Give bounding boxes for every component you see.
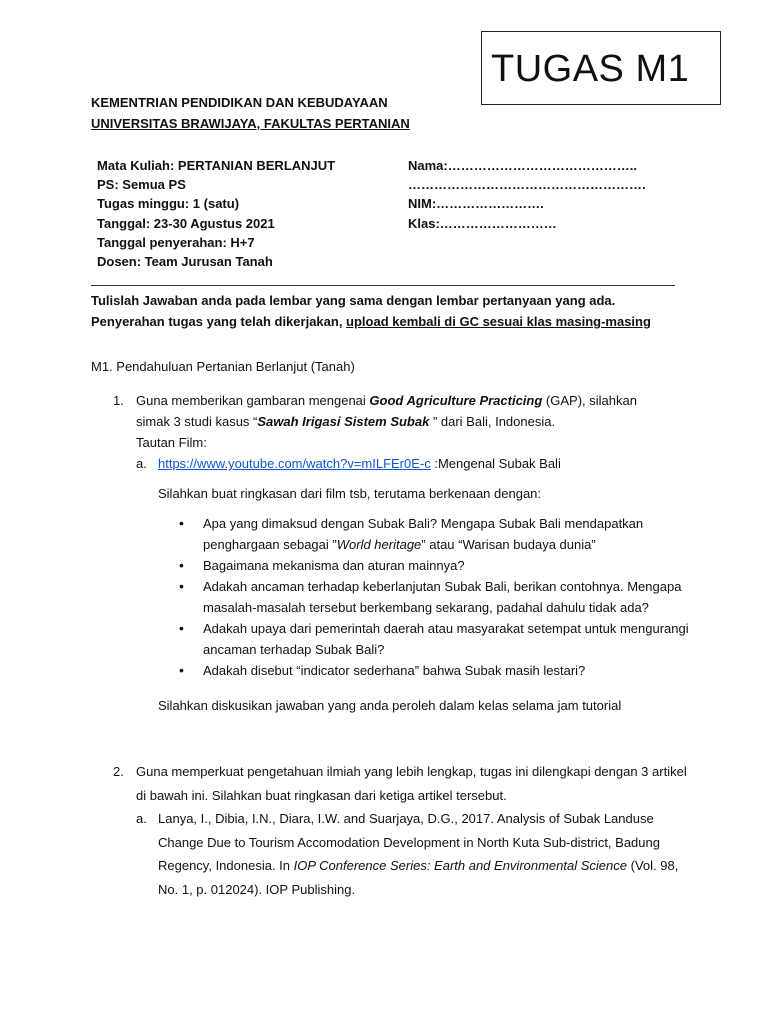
bullet-text: ” atau “Warisan budaya dunia” bbox=[421, 537, 596, 552]
item-label: a. bbox=[136, 456, 147, 471]
reference-details: (Vol. 98, No. 1, p. 012024). IOP Publishing. bbox=[158, 858, 679, 897]
q1-text-part: ” dari Bali, Indonesia. bbox=[432, 414, 556, 429]
list-item: • Adakah disebut “indicator sederhana” bahwa Subak masih lestari? bbox=[203, 660, 693, 681]
course-info-line: Tugas minggu: 1 (satu) bbox=[97, 196, 240, 212]
question-1-text bbox=[136, 390, 693, 432]
list-item: • Adakah upaya dari pemerintah daerah atau masyarakat setempat untuk mengurangi ancaman terhadap Subak Bali? bbox=[203, 618, 693, 660]
term-subak: Sawah Irigasi Sistem Subak bbox=[257, 414, 433, 429]
item-label: a. bbox=[136, 811, 147, 826]
reference-journal: IOP Conference Series: Earth and Environmental Science bbox=[293, 858, 627, 873]
youtube-link[interactable]: https://www.youtube.com/watch?v=mILFEr0E-c bbox=[158, 456, 431, 471]
section-title: M1. Pendahuluan Pertanian Berlanjut (Tanah) bbox=[91, 359, 355, 374]
reference-authors: Lanya, I., Dibia, I.N., Diara, I.W. and Suarjaya, D.G., 2017. Analysis of Subak Landuse Change Due to Tourism Accomodation Development in North Kuta Sub-district, Badung Regency, Indonesia. In bbox=[158, 811, 660, 873]
list-item: • Adakah ancaman terhadap keberlanjutan Subak Bali, berikan contohnya. Mengapa masalah-masalah tersebut berkembang sekarang, padahal dahulu tidak ada? bbox=[203, 576, 693, 618]
notice-line-2-prefix: Penyerahan tugas yang telah dikerjakan, bbox=[91, 314, 347, 329]
film-item bbox=[136, 453, 693, 474]
notice-upload-instruction: upload kembali di GC sesuai klas masing-masing bbox=[346, 314, 651, 329]
question-2-body bbox=[136, 760, 693, 901]
summary-intro: Silahkan buat ringkasan dari film tsb, terutama berkenaan dengan: bbox=[158, 486, 542, 501]
student-fields bbox=[408, 156, 646, 233]
question-2-text: Guna memperkuat pengetahuan ilmiah yang lebih lengkap, tugas ini dilengkapi dengan 3 artikel di bawah ini. Silahkan buat ringkasan dari ketiga artikel tersebut. bbox=[136, 764, 687, 803]
list-item: • Bagaimana mekanisma dan aturan mainnya? bbox=[203, 555, 693, 576]
course-info-line: PS: Semua PS bbox=[97, 177, 186, 193]
assignment-title-box bbox=[481, 31, 721, 105]
notice-line-2 bbox=[91, 311, 651, 332]
student-name-field-cont: ………………………………………………. bbox=[408, 177, 646, 193]
header-divider bbox=[91, 285, 675, 286]
student-class-field: Klas:……………………… bbox=[408, 215, 557, 231]
instructions-notice bbox=[91, 290, 651, 332]
assignment-title: TUGAS M1 bbox=[491, 48, 690, 90]
term-world-heritage: World heritage bbox=[336, 537, 422, 552]
list-item bbox=[203, 513, 693, 555]
reference-text bbox=[158, 807, 693, 901]
course-info bbox=[97, 156, 335, 271]
ministry-name: KEMENTRIAN PENDIDIKAN DAN KEBUDAYAAN bbox=[91, 95, 388, 110]
q1-text-part: (GAP), silahkan bbox=[542, 393, 637, 408]
bullet-text: Apa yang dimaksud dengan Subak Bali? Mengapa Subak Bali mendapatkan penghargaan sebagai ” bbox=[203, 516, 644, 552]
student-nim-field: NIM:……………………. bbox=[408, 196, 544, 212]
notice-line-1: Tulislah Jawaban anda pada lembar yang sama dengan lembar pertanyaan yang ada. bbox=[91, 293, 616, 308]
course-info-line: Mata Kuliah: PERTANIAN BERLANJUT bbox=[97, 158, 336, 173]
reference-item bbox=[136, 807, 693, 901]
q1-text-part: simak 3 studi kasus “ bbox=[136, 414, 258, 429]
course-info-line: Tanggal: 23-30 Agustus 2021 bbox=[97, 215, 275, 231]
question-bullets bbox=[136, 513, 693, 681]
university-name: UNIVERSITAS BRAWIJAYA, FAKULTAS PERTANIAN bbox=[91, 116, 410, 131]
question-1-body bbox=[136, 390, 693, 716]
term-gap: Good Agriculture Practicing bbox=[369, 393, 543, 408]
question-2 bbox=[113, 760, 693, 901]
question-1 bbox=[113, 390, 693, 716]
course-info-line: Dosen: Team Jurusan Tanah bbox=[97, 254, 273, 270]
question-number: 2. bbox=[113, 764, 124, 779]
question-number: 1. bbox=[113, 393, 124, 408]
course-info-line: Tanggal penyerahan: H+7 bbox=[97, 234, 255, 250]
student-name-field: Nama:…………………………………….. bbox=[408, 158, 637, 173]
film-label: Tautan Film: bbox=[136, 435, 207, 450]
discussion-note: Silahkan diskusikan jawaban yang anda peroleh dalam kelas selama jam tutorial bbox=[158, 698, 622, 713]
q1-text-part: Guna memberikan gambaran mengenai bbox=[136, 393, 370, 408]
link-suffix: :Mengenal Subak Bali bbox=[430, 456, 561, 471]
